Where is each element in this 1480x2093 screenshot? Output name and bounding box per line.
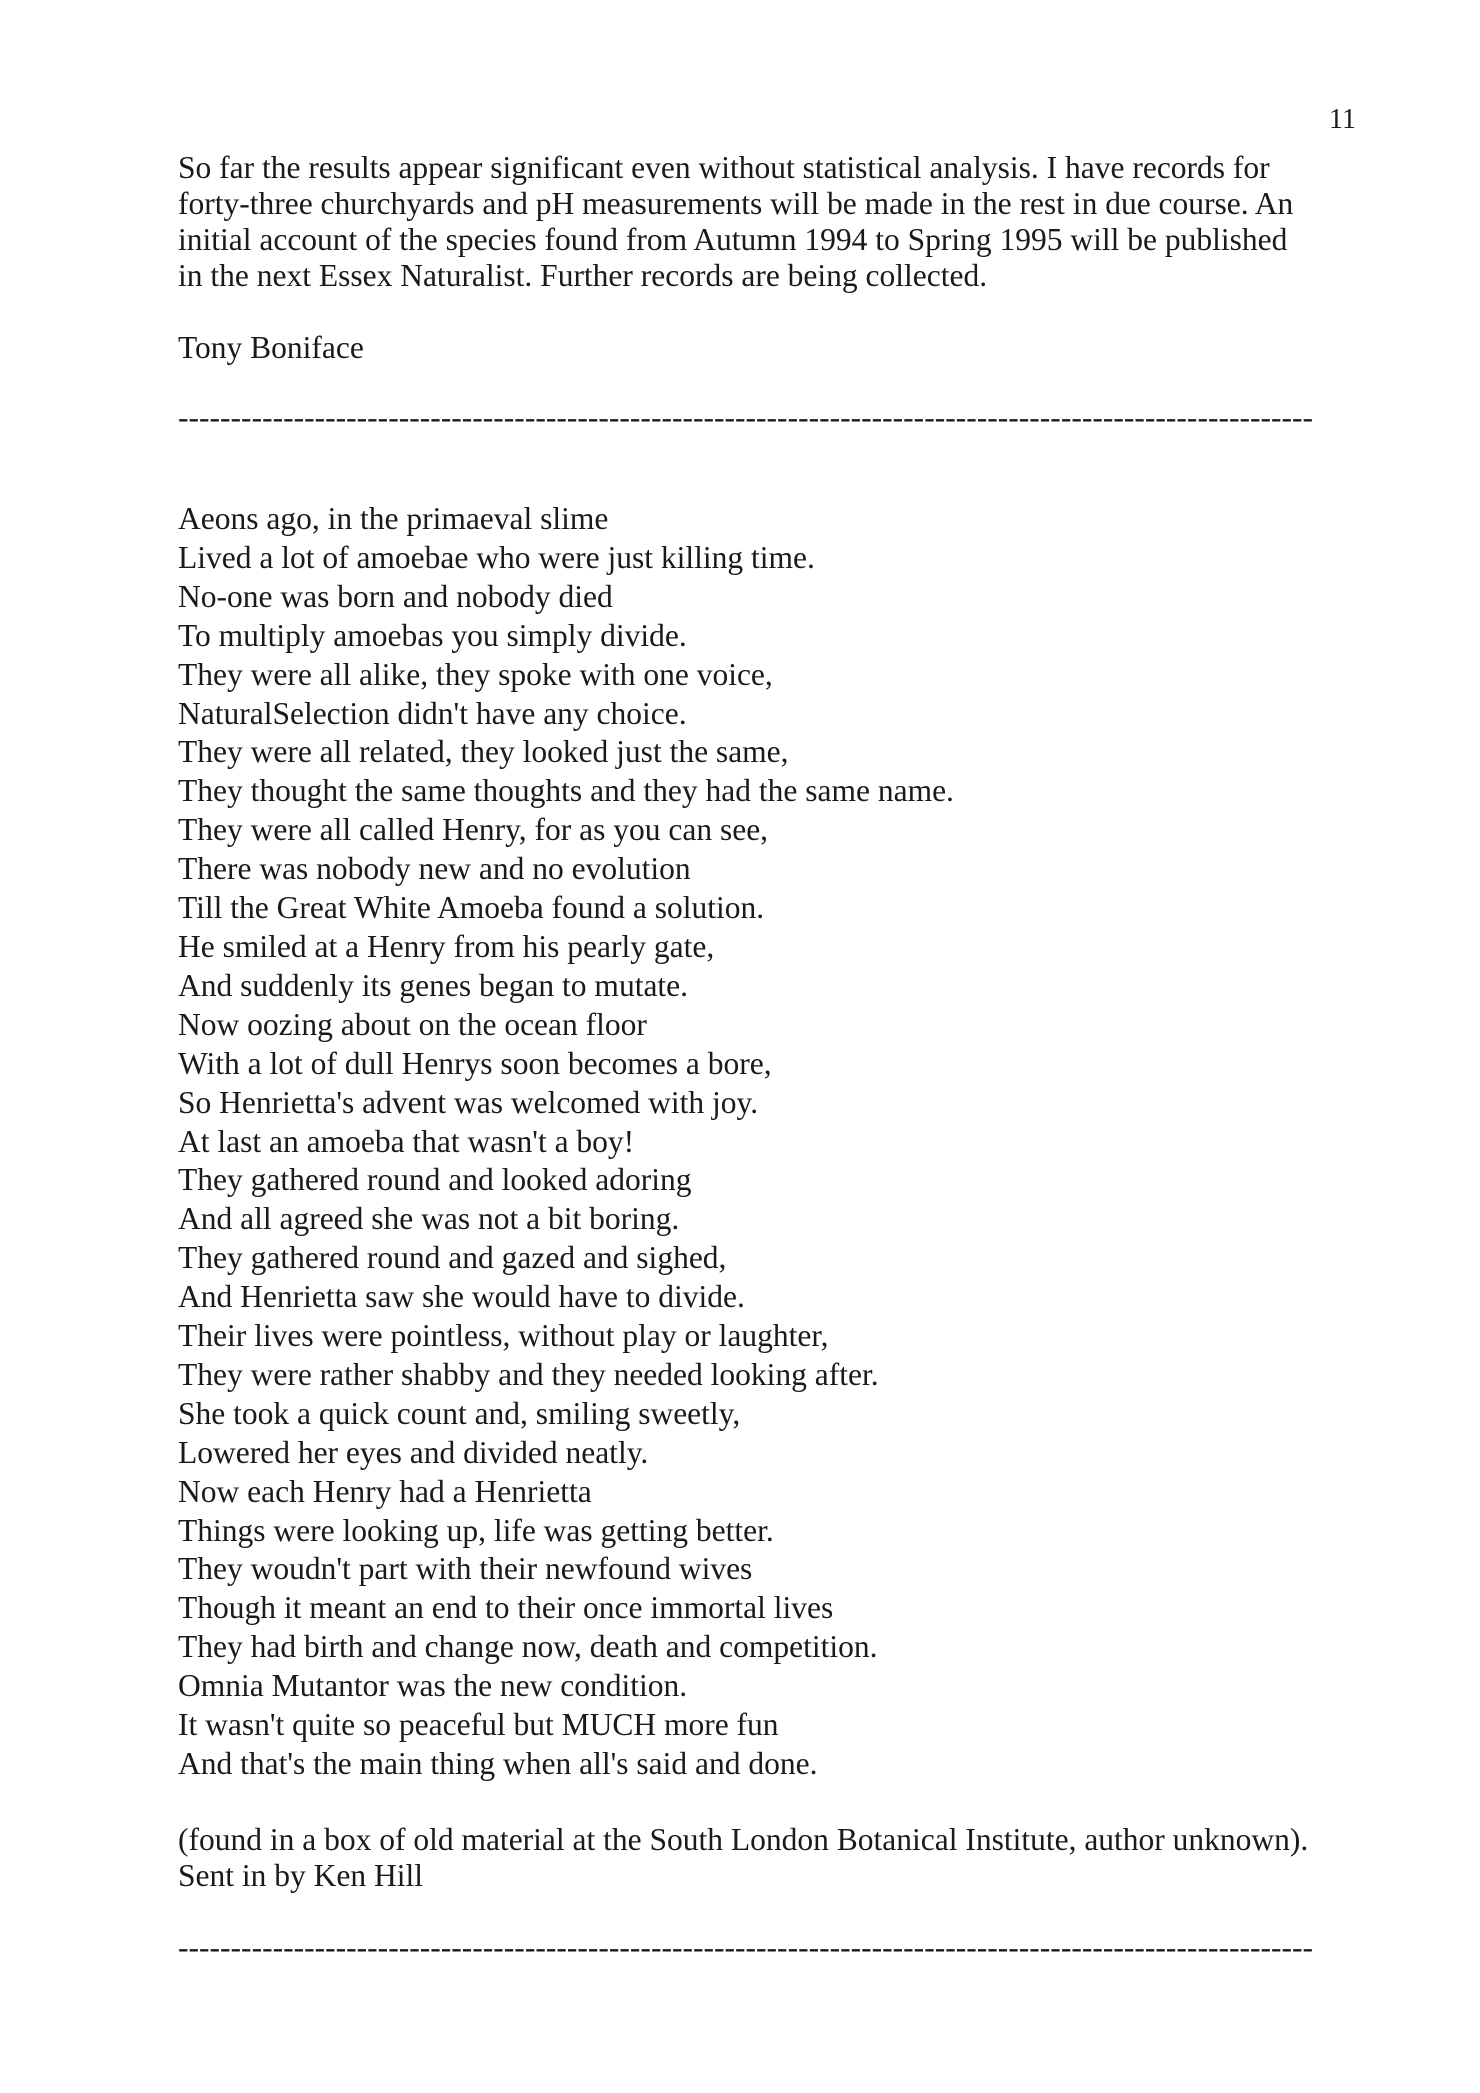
poem-line: With a lot of dull Henrys soon becomes a bore, [178, 1045, 772, 1081]
poem-line: Lived a lot of amoebae who were just killing time. [178, 539, 815, 575]
intro-line: in the next Essex Naturalist. Further records are being collected. [178, 258, 988, 293]
poem-line: They thought the same thoughts and they had the same name. [178, 773, 954, 809]
poem-line: She took a quick count and, smiling sweetly, [178, 1395, 741, 1431]
poem [178, 500, 1378, 1784]
page-number: 11 [1329, 104, 1356, 135]
poem-line: It wasn't quite so peaceful but MUCH more fun [178, 1707, 779, 1743]
intro-line: initial account of the species found from Autumn 1994 to Spring 1995 will be published [178, 222, 1288, 257]
poem-line: Now oozing about on the ocean floor [178, 1006, 647, 1042]
sent-in-by: Sent in by Ken Hill [178, 1857, 423, 1893]
poem-line: To multiply amoebas you simply divide. [178, 617, 687, 653]
poem-line: At last an amoeba that wasn't a boy! [178, 1123, 635, 1159]
poem-line: They had birth and change now, death and competition. [178, 1629, 878, 1665]
intro-line: forty-three churchyards and pH measurements will be made in the rest in due course. An [178, 186, 1294, 221]
poem-line: And all agreed she was not a bit boring. [178, 1201, 680, 1237]
poem-line: And Henrietta saw she would have to divide. [178, 1279, 745, 1315]
poem-line: Omnia Mutantor was the new condition. [178, 1668, 688, 1704]
section-divider: ------------------------------------------------------------------------------------------------------------ [178, 1929, 1314, 1965]
poem-line: So Henrietta's advent was welcomed with joy. [178, 1084, 759, 1120]
poem-source [178, 1822, 1378, 1894]
poem-line: They woudn't part with their newfound wives [178, 1551, 753, 1587]
poem-line: They were rather shabby and they needed looking after. [178, 1356, 879, 1392]
intro-line: So far the results appear significant even without statistical analysis. I have records for [178, 150, 1270, 185]
poem-line: They gathered round and gazed and sighed, [178, 1240, 727, 1276]
poem-line: Though it meant an end to their once immortal lives [178, 1590, 834, 1626]
poem-line: NaturalSelection didn't have any choice. [178, 695, 687, 731]
author-signature: Tony Boniface [178, 330, 364, 365]
section-divider: ------------------------------------------------------------------------------------------------------------ [178, 400, 1314, 435]
poem-line: They were all alike, they spoke with one voice, [178, 656, 773, 692]
poem-line: Lowered her eyes and divided neatly. [178, 1434, 649, 1470]
source-note: (found in a box of old material at the South London Botanical Institute, author unknown). [178, 1821, 1309, 1857]
poem-line: There was nobody new and no evolution [178, 851, 691, 887]
poem-line: No-one was born and nobody died [178, 578, 613, 614]
poem-line: They gathered round and looked adoring [178, 1162, 692, 1198]
poem-line: Now each Henry had a Henrietta [178, 1473, 592, 1509]
poem-line: Aeons ago, in the primaeval slime [178, 501, 609, 536]
page-content [178, 150, 1378, 1966]
poem-line: He smiled at a Henry from his pearly gate, [178, 928, 715, 964]
poem-line: And suddenly its genes began to mutate. [178, 967, 689, 1003]
poem-line: And that's the main thing when all's said and done. [178, 1746, 818, 1781]
poem-line: Things were looking up, life was getting better. [178, 1512, 774, 1548]
poem-line: Their lives were pointless, without play or laughter, [178, 1318, 829, 1354]
poem-line: They were all related, they looked just the same, [178, 734, 789, 770]
poem-line: Till the Great White Amoeba found a solution. [178, 890, 765, 926]
intro-paragraph [178, 150, 1378, 294]
poem-line: They were all called Henry, for as you can see, [178, 812, 769, 848]
